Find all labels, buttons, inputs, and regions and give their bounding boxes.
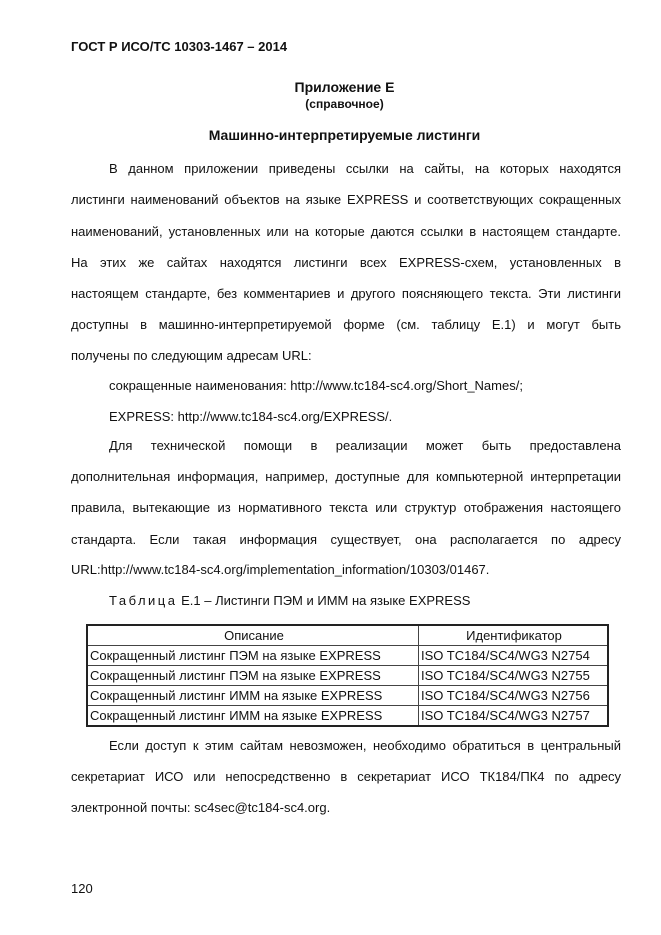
table-row bbox=[87, 666, 608, 686]
table-caption-text: Е.1 – Листинги ПЭМ и ИММ на языке EXPRESS bbox=[177, 593, 471, 608]
paragraph-line: листинги наименований объектов на языке EXPRESS и соответствующих сокращенных bbox=[71, 192, 621, 207]
section-title: Машинно-интерпретируемые листинги bbox=[208, 127, 481, 143]
paragraph-line: дополнительная информация, например, доступные для компьютерной интерпретации bbox=[71, 469, 621, 484]
paragraph-line: настоящем стандарте, без комментариев и другого поясняющего текста. Эти листинги bbox=[71, 286, 621, 301]
paragraph-line: URL:http://www.tc184-sc4.org/implementation_information/10303/01467. bbox=[71, 562, 490, 577]
table-cell-identifier: ISO TC184/SC4/WG3 N2756 bbox=[419, 686, 609, 706]
table-cell-identifier: ISO TC184/SC4/WG3 N2755 bbox=[419, 666, 609, 686]
table-row bbox=[87, 646, 608, 666]
paragraph-line: наименований, установленных или на которые даются ссылки в настоящем стандарте. bbox=[71, 224, 621, 239]
paragraph-line: электронной почты: sc4sec@tc184-sc4.org. bbox=[71, 800, 331, 815]
listings-table bbox=[86, 624, 609, 727]
table-cell-description: Сокращенный листинг ИММ на языке EXPRESS bbox=[87, 706, 419, 727]
paragraph-line: Для технической помощи в реализации может быть предоставлена bbox=[109, 438, 621, 453]
paragraph-line: секретариат ИСО или непосредственно в секретариат ИСО ТК184/ПК4 по адресу bbox=[71, 769, 621, 784]
table-caption-label: Таблица bbox=[109, 593, 178, 608]
table-cell-description: Сокращенный листинг ПЭМ на языке EXPRESS bbox=[87, 666, 419, 686]
paragraph-line: В данном приложении приведены ссылки на сайты, на которых находятся bbox=[109, 161, 621, 176]
table-cell-identifier: ISO TC184/SC4/WG3 N2754 bbox=[419, 646, 609, 666]
appendix-subtitle: (справочное) bbox=[305, 97, 384, 111]
table-header-identifier: Идентификатор bbox=[419, 625, 609, 646]
express-url: EXPRESS: http://www.tc184-sc4.org/EXPRESS/. bbox=[109, 409, 393, 424]
short-names-url: сокращенные наименования: http://www.tc184-sc4.org/Short_Names/; bbox=[109, 378, 523, 393]
table-row bbox=[87, 706, 608, 727]
table-row bbox=[87, 686, 608, 706]
table-cell-description: Сокращенный листинг ПЭМ на языке EXPRESS bbox=[87, 646, 419, 666]
paragraph-line: стандарта. Если такая информация существует, она располагается по адресу bbox=[71, 532, 621, 547]
paragraph-line: правила, вытекающие из нормативного текста или структур отображения настоящего bbox=[71, 500, 621, 515]
table-cell-description: Сокращенный листинг ИММ на языке EXPRESS bbox=[87, 686, 419, 706]
paragraph-line: На этих же сайтах находятся листинги всех EXPRESS-схем, установленных в bbox=[71, 255, 621, 270]
paragraph-line: получены по следующим адресам URL: bbox=[71, 348, 312, 363]
appendix-title: Приложение Е bbox=[294, 79, 395, 95]
document-header: ГОСТ Р ИСО/ТС 10303-1467 – 2014 bbox=[71, 39, 288, 54]
table-header-row bbox=[87, 625, 608, 646]
paragraph-line: Если доступ к этим сайтам невозможен, необходимо обратиться в центральный bbox=[109, 738, 621, 753]
table-caption bbox=[109, 593, 470, 608]
paragraph-line: доступны в машинно-интерпретируемой форме (см. таблицу Е.1) и могут быть bbox=[71, 317, 621, 332]
page-number: 120 bbox=[71, 881, 93, 896]
table-cell-identifier: ISO TC184/SC4/WG3 N2757 bbox=[419, 706, 609, 727]
table-header-description: Описание bbox=[87, 625, 419, 646]
